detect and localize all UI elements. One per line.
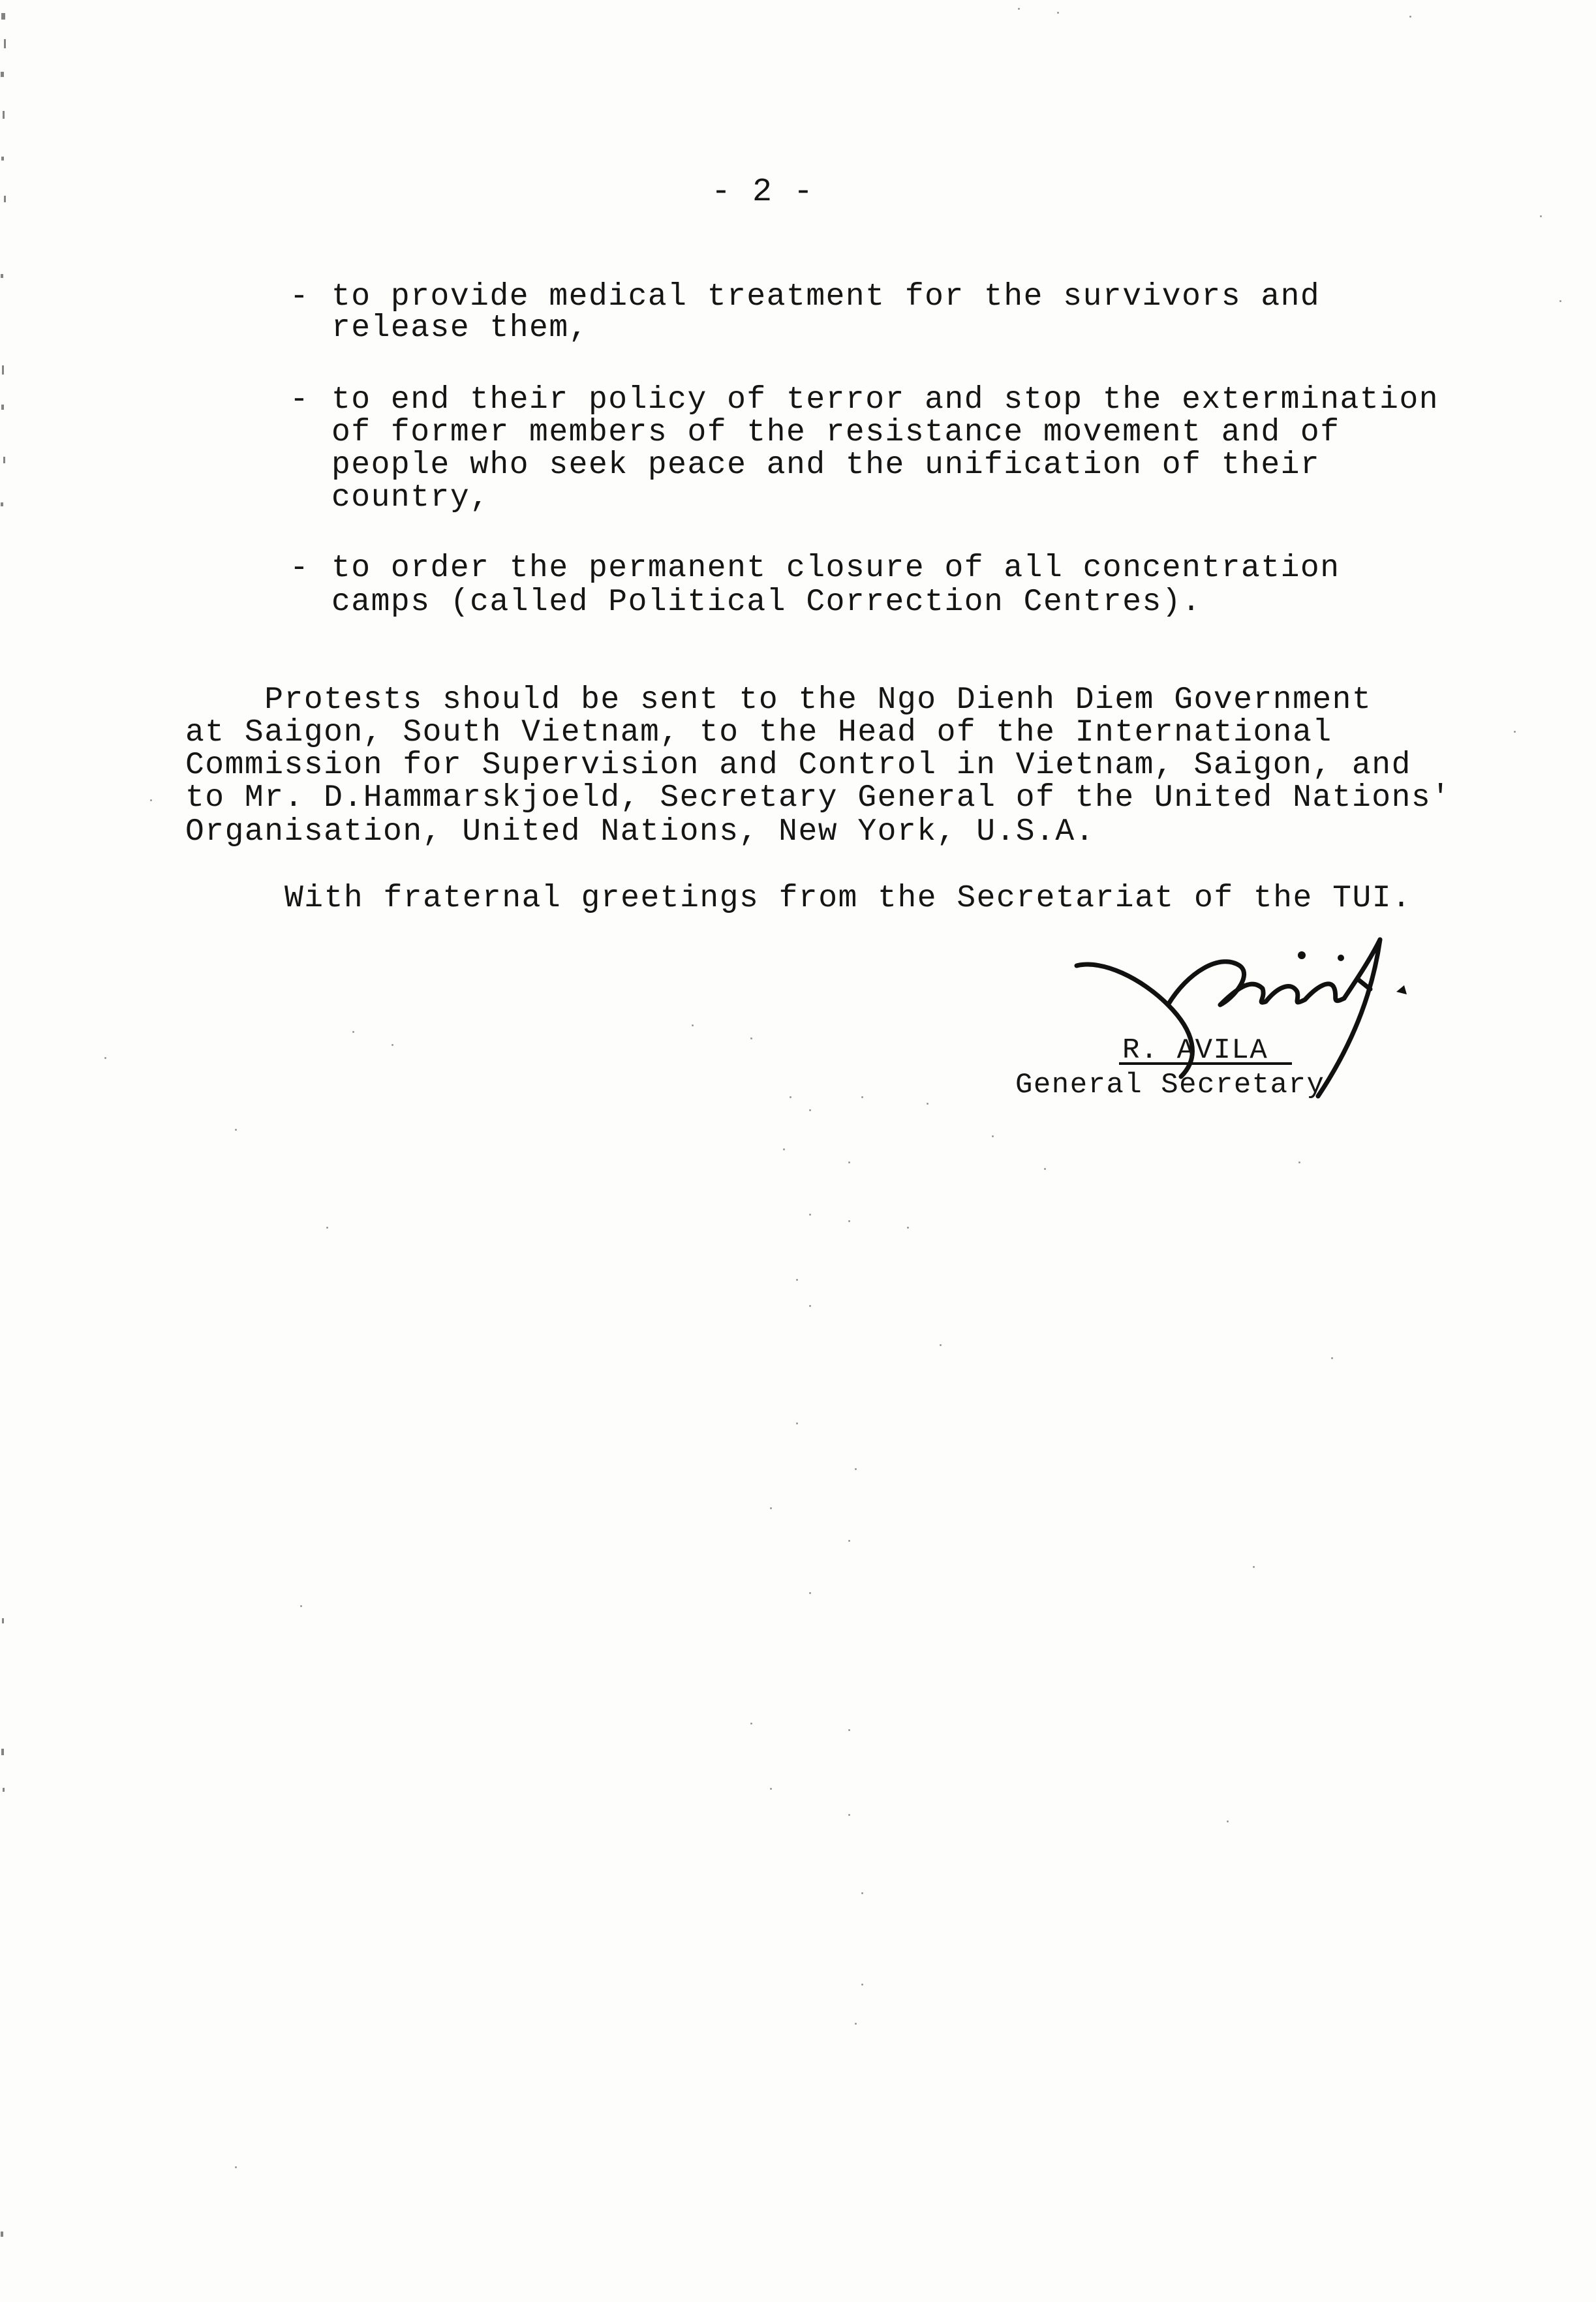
bullet-line: camps (called Political Correction Centres). xyxy=(331,585,1202,620)
paragraph-line: at Saigon, South Vietnam, to the Head of the International xyxy=(185,715,1332,750)
bullet-marker: - xyxy=(290,551,310,586)
bullet-line: of former members of the resistance movement and of xyxy=(331,415,1340,450)
signer-title: General Secretary xyxy=(1015,1069,1325,1101)
bullet-marker: - xyxy=(290,382,310,418)
signer-name: R. AVILA xyxy=(1122,1034,1268,1067)
signature-block xyxy=(1005,927,1422,1122)
paragraph-line: to Mr. D.Hammarskjoeld, Secretary General of the United Nations' xyxy=(185,780,1451,816)
bullet-marker: - xyxy=(290,279,310,315)
page-number: - 2 - xyxy=(711,174,814,211)
scan-edge-marks xyxy=(0,0,20,2302)
paragraph-line: Organisation, United Nations, New York, U.S.A. xyxy=(185,814,1096,850)
closing-greeting: With fraternal greetings from the Secretariat of the TUI. xyxy=(284,881,1412,916)
paragraph-line: Protests should be sent to the Ngo Dienh Diem Government xyxy=(185,683,1372,718)
paragraph-line: Commission for Supervision and Control in Vietnam, Saigon, and xyxy=(185,748,1411,783)
bullet-line: country, xyxy=(331,480,490,515)
bullet-line: to order the permanent closure of all concentration xyxy=(331,551,1340,586)
bullet-line: to end their policy of terror and stop the extermination xyxy=(331,382,1439,418)
bullet-line: people who seek peace and the unification of their xyxy=(331,448,1321,483)
bullet-line: release them, xyxy=(331,311,589,346)
bullet-line: to provide medical treatment for the survivors and xyxy=(331,279,1321,315)
